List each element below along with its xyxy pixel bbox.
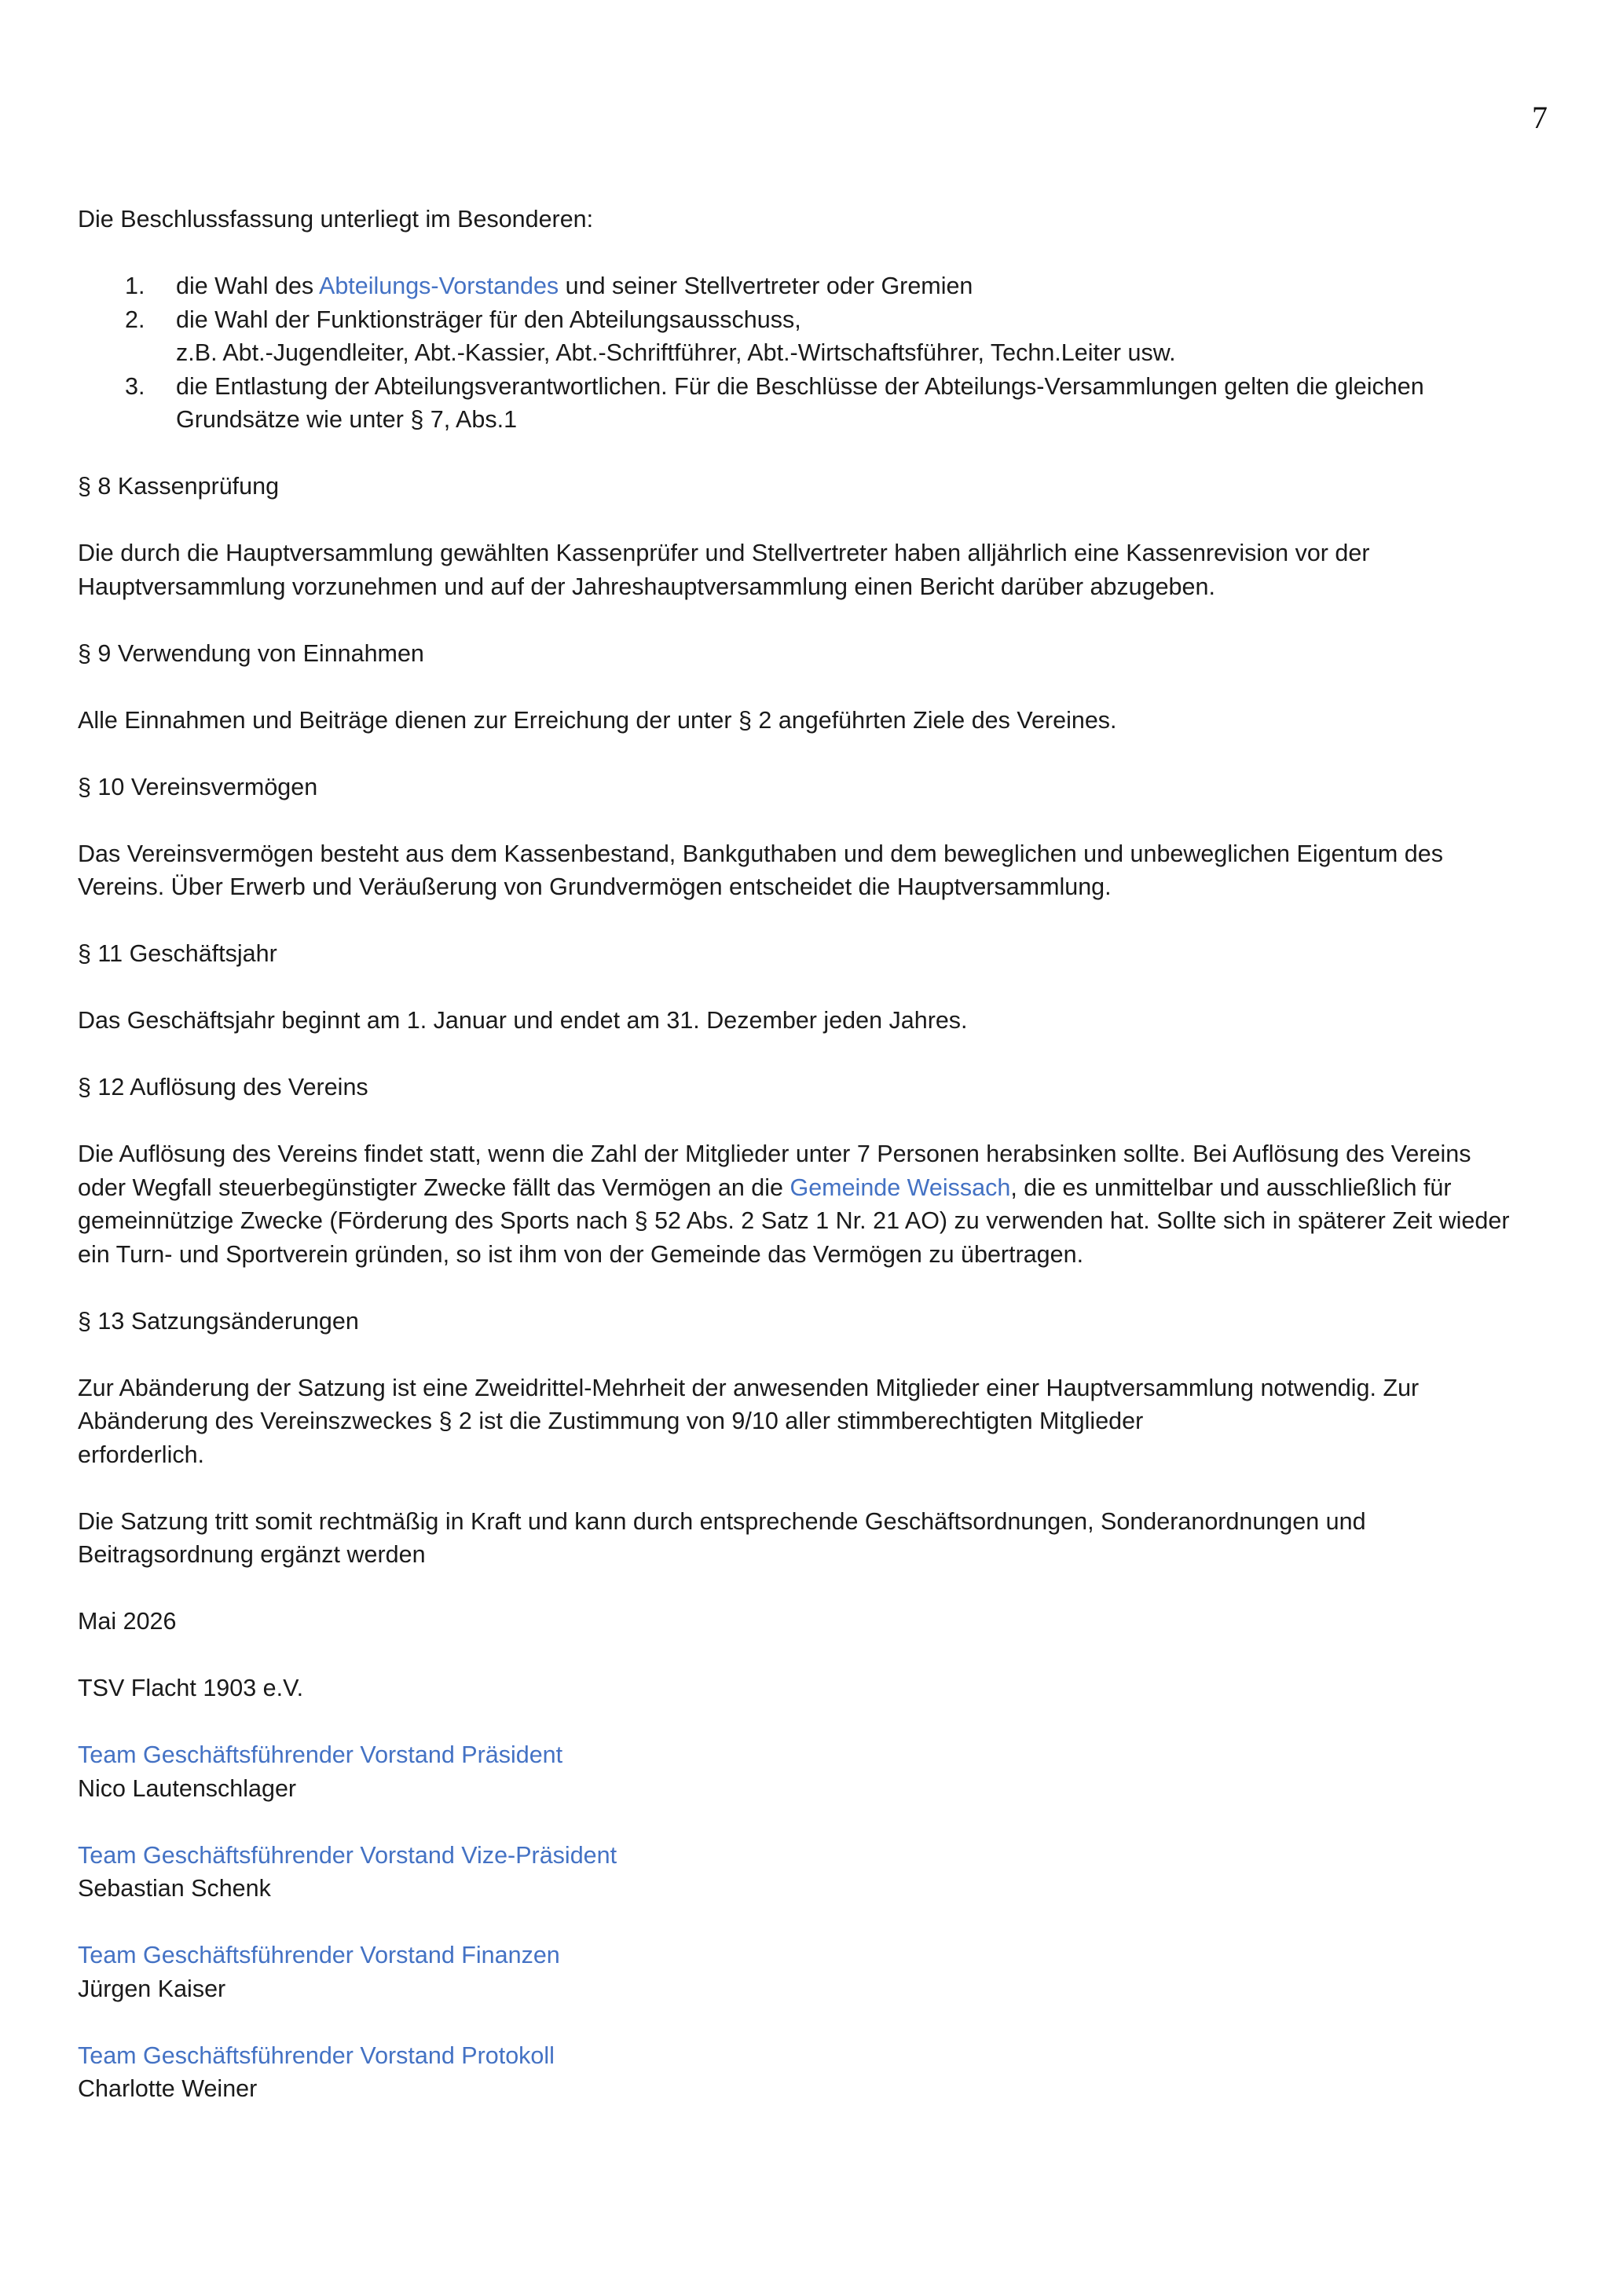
section-heading-11: § 11 Geschäftsjahr — [78, 940, 277, 967]
body-line: ein Turn- und Sportverein gründen, so ist ihm von der Gemeinde das Vermögen zu übertragen. — [78, 1240, 1084, 1268]
section-body-12 — [78, 1137, 1555, 1271]
body-line: Die Auflösung des Vereins findet statt, wenn die Zahl der Mitglieder unter 7 Personen herabsinken sollte. Bei Auflösung des Vereins — [78, 1141, 1471, 1167]
section-heading-10: § 10 Vereinsvermögen — [78, 773, 318, 800]
section-heading-12: § 12 Auflösung des Vereins — [78, 1074, 368, 1100]
signatory-name: Charlotte Weiner — [78, 2075, 258, 2102]
section-body-9 — [78, 704, 1555, 738]
section-body-8 — [78, 536, 1555, 603]
section-heading-8: § 8 Kassenprüfung — [78, 473, 280, 500]
section-heading-9: § 9 Verwendung von Einnahmen — [78, 639, 424, 667]
list-text: die Wahl der Funktionsträger für den Abteilungsausschuss, — [176, 306, 801, 333]
signatory-role[interactable]: Team Geschäftsführender Vorstand Vize-Präsident — [78, 1841, 617, 1869]
list-item — [78, 269, 1555, 303]
gemeinde-weissach-link[interactable]: Gemeinde Weissach — [790, 1174, 1011, 1201]
signatory-role[interactable]: Team Geschäftsführender Vorstand Finanzen — [78, 1942, 560, 1968]
list-number: 2. — [125, 306, 145, 333]
resolution-list — [78, 269, 1555, 437]
body-line: gemeinnützige Zwecke (Förderung des Sports nach § 52 Abs. 2 Satz 1 Nr. 21 AO) zu verwenden hat. Sollte sich in späterer Zeit wieder — [78, 1207, 1510, 1234]
body-line: erforderlich. — [78, 1441, 205, 1468]
body-text: , die es unmittelbar und ausschließlich für — [1010, 1174, 1452, 1201]
signatory-block — [78, 1939, 1555, 2005]
body-line: Zur Abänderung der Satzung ist eine Zweidrittel-Mehrheit der anwesenden Mitglieder einer Hauptversammlung notwendig. Zur — [78, 1374, 1420, 1401]
section-heading-13: § 13 Satzungsänderungen — [78, 1307, 359, 1335]
body-text: oder Wegfall steuerbegünstigter Zwecke fällt das Vermögen an die — [78, 1174, 790, 1201]
document-body — [78, 203, 1555, 2139]
list-text: und seiner Stellvertreter oder Gremien — [559, 273, 973, 299]
list-number: 1. — [125, 273, 145, 299]
body-line: Die durch die Hauptversammlung gewählten Kassenprüfer und Stellvertreter haben alljährlich eine Kassenrevision vor der — [78, 540, 1370, 566]
list-text: z.B. Abt.-Jugendleiter, Abt.-Kassier, Abt.-Schriftführer, Abt.-Wirtschaftsführer, Techn.Leiter usw. — [176, 339, 1176, 366]
signatory-block — [78, 1738, 1555, 1805]
closing-statement — [78, 1505, 1555, 1572]
body-line: Vereins. Über Erwerb und Veräußerung von Grundvermögen entscheidet die Hauptversammlung. — [78, 873, 1112, 900]
intro-text: Die Beschlussfassung unterliegt im Besonderen: — [78, 206, 594, 233]
signatory-role[interactable]: Team Geschäftsführender Vorstand Protokoll — [78, 2041, 555, 2069]
section-body-10 — [78, 837, 1555, 904]
body-line: Die Satzung tritt somit rechtmäßig in Kraft und kann durch entsprechende Geschäftsordnungen, Sonderanordnungen und — [78, 1507, 1366, 1535]
signatory-role[interactable]: Team Geschäftsführender Vorstand Präsident — [78, 1741, 563, 1768]
signatory-block — [78, 2039, 1555, 2106]
list-text: die Entlastung der Abteilungsverantwortlichen. Für die Beschlüsse der Abteilungs-Versammlungen gelten die gleichen — [176, 372, 1424, 400]
list-item — [78, 303, 1555, 370]
signatory-name: Jürgen Kaiser — [78, 1975, 226, 2002]
signatory-name: Nico Lautenschlager — [78, 1774, 297, 1802]
club-name: TSV Flacht 1903 e.V. — [78, 1675, 304, 1701]
body-line: Alle Einnahmen und Beiträge dienen zur Erreichung der unter § 2 angeführten Ziele des Vereines. — [78, 706, 1117, 734]
body-line — [78, 1171, 1555, 1205]
page-number: 7 — [1532, 100, 1548, 135]
section-body-11 — [78, 1004, 1555, 1038]
body-line: Abänderung des Vereinszweckes § 2 ist die Zustimmung von 9/10 aller stimmberechtigten Mitglieder — [78, 1408, 1144, 1434]
abteilungs-vorstand-link[interactable]: Abteilungs-Vorstandes — [318, 273, 559, 299]
list-number: 3. — [125, 372, 145, 400]
list-text: die Wahl des — [176, 273, 319, 299]
list-item — [78, 370, 1555, 437]
list-text: Grundsätze wie unter § 7, Abs.1 — [176, 406, 518, 433]
body-line: Hauptversammlung vorzunehmen und auf der Jahreshauptversammlung einen Bericht darüber abzugeben. — [78, 573, 1215, 600]
body-line: Das Vereinsvermögen besteht aus dem Kassenbestand, Bankguthaben und dem beweglichen und unbeweglichen Eigentum des — [78, 840, 1443, 867]
body-line: Das Geschäftsjahr beginnt am 1. Januar und endet am 31. Dezember jeden Jahres. — [78, 1007, 968, 1034]
signatory-block — [78, 1839, 1555, 1906]
document-date: Mai 2026 — [78, 1608, 177, 1635]
body-line: Beitragsordnung ergänzt werden — [78, 1541, 426, 1568]
section-body-13 — [78, 1371, 1555, 1472]
signatory-name: Sebastian Schenk — [78, 1875, 271, 1902]
